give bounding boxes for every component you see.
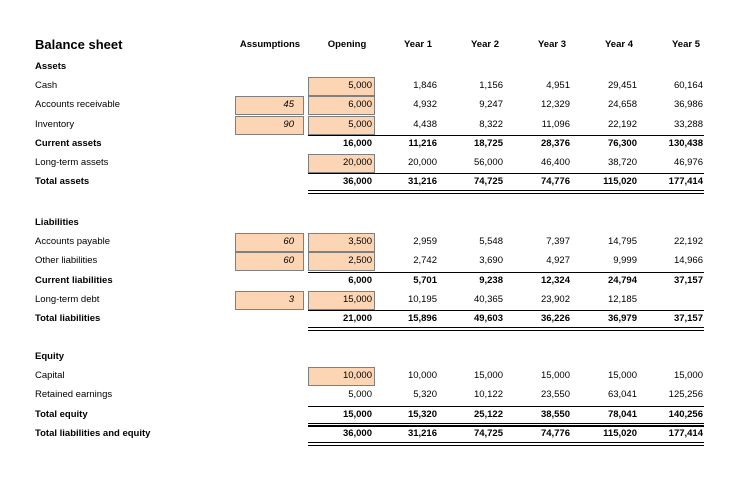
- year-3-value: 46,400: [540, 157, 570, 168]
- opening-value: 15,000: [342, 409, 372, 420]
- year-1-value: 5,701: [413, 275, 437, 286]
- assumption-value: 60: [283, 255, 294, 266]
- year-3-value: 4,951: [546, 80, 570, 91]
- year-2-value: 56,000: [473, 157, 503, 168]
- year-5-value: 177,414: [668, 428, 703, 439]
- year-5-value: 46,976: [673, 157, 703, 168]
- opening-value: 5,000: [348, 389, 372, 400]
- year-2-value: 15,000: [473, 370, 503, 381]
- year-2-value: 25,122: [473, 409, 503, 420]
- row-label: Cash: [35, 80, 58, 91]
- year-4-value: 9,999: [613, 255, 637, 266]
- year-3-value: 11,096: [541, 119, 570, 130]
- year-3-value: 12,324: [540, 275, 570, 286]
- year-4-value: 29,451: [607, 80, 637, 91]
- total-double-rule: [308, 327, 704, 331]
- year-1-value: 10,000: [407, 370, 437, 381]
- opening-value: 3,500: [348, 236, 372, 247]
- opening-value: 36,000: [342, 428, 372, 439]
- year-3-value: 23,902: [540, 294, 570, 305]
- opening-value: 2,500: [348, 255, 372, 266]
- year-5-value: 33,288: [673, 119, 703, 130]
- year-2-value: 8,322: [479, 119, 503, 130]
- assumption-value: 60: [283, 236, 294, 247]
- row-label: Long-term debt: [35, 294, 100, 305]
- year-1-value: 2,742: [413, 255, 437, 266]
- year-4-value: 15,000: [607, 370, 637, 381]
- row-label: Long-term assets: [35, 157, 109, 168]
- header-opening: Opening: [327, 39, 367, 50]
- total-top-rule: [308, 310, 704, 311]
- row-label: Capital: [35, 370, 65, 381]
- year-3-value: 23,550: [540, 389, 570, 400]
- opening-value: 5,000: [348, 80, 372, 91]
- year-5-value: 140,256: [668, 409, 703, 420]
- year-4-value: 24,658: [607, 99, 637, 110]
- year-2-value: 74,725: [473, 428, 503, 439]
- year-2-value: 49,603: [473, 313, 503, 324]
- total-top-rule: [308, 425, 704, 426]
- year-3-value: 38,550: [540, 409, 570, 420]
- opening-value: 6,000: [348, 275, 372, 286]
- opening-value: 10,000: [342, 370, 372, 381]
- year-2-value: 5,548: [479, 236, 503, 247]
- year-5-value: 125,256: [668, 389, 703, 400]
- year-3-value: 15,000: [540, 370, 570, 381]
- header-year-1: Year 1: [404, 39, 432, 50]
- opening-value: 15,000: [342, 294, 372, 305]
- total-top-rule: [308, 173, 704, 174]
- year-2-value: 74,725: [473, 176, 503, 187]
- year-5-value: 37,157: [673, 313, 703, 324]
- opening-value: 16,000: [342, 138, 372, 149]
- year-4-value: 78,041: [607, 409, 637, 420]
- header-year-5: Year 5: [672, 39, 700, 50]
- year-1-value: 20,000: [407, 157, 437, 168]
- year-2-value: 18,725: [473, 138, 503, 149]
- header-year-2: Year 2: [471, 39, 499, 50]
- opening-value: 5,000: [348, 119, 372, 130]
- row-label: Total liabilities and equity: [35, 428, 151, 439]
- row-label: Accounts receivable: [35, 99, 121, 110]
- row-label: Total assets: [35, 176, 90, 187]
- opening-value: 6,000: [348, 99, 372, 110]
- year-3-value: 74,776: [540, 176, 570, 187]
- opening-value: 21,000: [342, 313, 372, 324]
- year-2-value: 10,122: [473, 389, 503, 400]
- year-4-value: 12,185: [607, 294, 637, 305]
- total-double-rule: [308, 190, 704, 194]
- opening-value: 20,000: [342, 157, 372, 168]
- year-1-value: 10,195: [407, 294, 437, 305]
- year-4-value: 76,300: [607, 138, 637, 149]
- opening-value: 36,000: [342, 176, 372, 187]
- row-label: Other liabilities: [35, 255, 98, 266]
- year-1-value: 31,216: [407, 428, 437, 439]
- year-4-value: 63,041: [607, 389, 637, 400]
- year-3-value: 74,776: [540, 428, 570, 439]
- year-5-value: 22,192: [673, 236, 703, 247]
- row-label: Inventory: [35, 119, 75, 130]
- year-5-value: 130,438: [668, 138, 703, 149]
- total-double-rule: [308, 442, 704, 446]
- assumption-value: 3: [288, 294, 294, 305]
- header-year-3: Year 3: [538, 39, 566, 50]
- year-4-value: 38,720: [607, 157, 637, 168]
- year-5-value: 60,164: [673, 80, 703, 91]
- year-4-value: 115,020: [603, 176, 637, 187]
- year-2-value: 3,690: [479, 255, 503, 266]
- year-4-value: 14,795: [607, 236, 637, 247]
- section-heading-assets: Assets: [35, 61, 67, 72]
- year-4-value: 115,020: [603, 428, 637, 439]
- year-3-value: 12,329: [540, 99, 570, 110]
- subtotal-rule: [308, 135, 704, 136]
- year-2-value: 40,365: [473, 294, 503, 305]
- assumption-value: 45: [283, 99, 294, 110]
- year-5-value: 15,000: [673, 370, 703, 381]
- year-1-value: 4,932: [413, 99, 437, 110]
- year-3-value: 28,376: [540, 138, 570, 149]
- year-1-value: 15,320: [407, 409, 437, 420]
- year-2-value: 9,247: [479, 99, 503, 110]
- year-5-value: [643, 291, 703, 309]
- year-1-value: 11,216: [408, 138, 437, 149]
- section-heading-liabilities: Liabilities: [35, 217, 79, 228]
- row-label: Total liabilities: [35, 313, 101, 324]
- year-5-value: 177,414: [668, 176, 703, 187]
- year-3-value: 4,927: [546, 255, 570, 266]
- year-5-value: 36,986: [673, 99, 703, 110]
- total-top-rule: [308, 406, 704, 407]
- year-1-value: 1,846: [413, 80, 437, 91]
- row-label: Total equity: [35, 409, 88, 420]
- row-label: Current liabilities: [35, 275, 113, 286]
- year-4-value: 36,979: [607, 313, 637, 324]
- year-1-value: 2,959: [413, 236, 437, 247]
- header-assumptions: Assumptions: [239, 39, 301, 50]
- year-4-value: 24,794: [607, 275, 637, 286]
- year-5-value: 37,157: [673, 275, 703, 286]
- sheet-title: Balance sheet: [35, 37, 123, 52]
- year-4-value: 22,192: [607, 119, 637, 130]
- year-3-value: 7,397: [546, 236, 570, 247]
- row-label: Current assets: [35, 138, 102, 149]
- year-1-value: 5,320: [413, 389, 437, 400]
- section-heading-equity: Equity: [35, 351, 65, 362]
- year-1-value: 31,216: [407, 176, 437, 187]
- year-1-value: 4,438: [413, 119, 437, 130]
- header-year-4: Year 4: [605, 39, 633, 50]
- row-label: Retained earnings: [35, 389, 113, 400]
- year-3-value: 36,226: [540, 313, 570, 324]
- year-5-value: 14,966: [673, 255, 703, 266]
- year-1-value: 15,896: [407, 313, 437, 324]
- subtotal-rule: [308, 272, 704, 273]
- assumption-value: 90: [283, 119, 294, 130]
- year-2-value: 1,156: [479, 80, 503, 91]
- row-label: Accounts payable: [35, 236, 110, 247]
- year-2-value: 9,238: [479, 275, 503, 286]
